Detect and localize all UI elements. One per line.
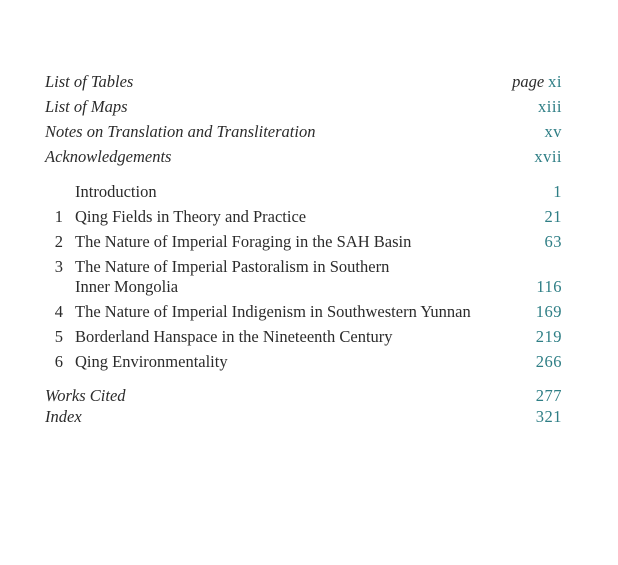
entry-page: 21 [544, 207, 562, 226]
toc-entry-chapter-5[interactable] [0, 326, 618, 348]
entry-page: 321 [535, 407, 562, 426]
toc-entry-index[interactable] [0, 406, 618, 428]
toc-entry-chapter-2[interactable] [0, 231, 618, 253]
toc-entry-acknowledgements[interactable] [0, 146, 618, 168]
entry-page: 277 [535, 386, 562, 405]
toc-entry-introduction[interactable] [0, 181, 618, 203]
entry-page: 169 [535, 302, 562, 321]
entry-page: 63 [544, 232, 562, 251]
entry-title: Acknowledgements [45, 147, 172, 166]
chapter-number: 6 [54, 352, 63, 371]
toc-entry-list-of-maps[interactable] [0, 96, 618, 118]
toc-entry-works-cited[interactable] [0, 385, 618, 407]
toc-entry-chapter-4[interactable] [0, 301, 618, 323]
entry-title: Works Cited [45, 386, 126, 405]
entry-title: The Nature of Imperial Indigenism in Southwestern Yunnan [75, 302, 471, 321]
entry-page: 1 [553, 182, 562, 201]
entry-title: List of Tables [45, 72, 134, 91]
page-prefix: page [512, 72, 545, 91]
entry-title-line-1: The Nature of Imperial Pastoralism in Southern [75, 257, 390, 276]
entry-page: xiii [537, 97, 562, 116]
toc-entry-chapter-3[interactable] [0, 256, 618, 278]
entry-title-line-2: Inner Mongolia [75, 277, 179, 296]
entry-page: 266 [535, 352, 562, 371]
toc-entry-chapter-1[interactable] [0, 206, 618, 228]
chapter-number: 5 [54, 327, 63, 346]
entry-page: 219 [535, 327, 562, 346]
entry-title: List of Maps [45, 97, 128, 116]
chapter-number: 4 [54, 302, 63, 321]
entry-page [512, 71, 562, 93]
entry-title: Borderland Hanspace in the Nineteenth Century [75, 327, 393, 346]
page-number: xi [548, 72, 562, 91]
entry-title: Introduction [75, 182, 157, 201]
entry-title: Qing Fields in Theory and Practice [75, 207, 307, 226]
toc-entry-list-of-tables[interactable] [0, 71, 618, 93]
chapter-number: 1 [54, 207, 63, 226]
toc-entry-notes-on-translation[interactable] [0, 121, 618, 143]
entry-title: Qing Environmentality [75, 352, 228, 371]
entry-title: Index [45, 407, 82, 426]
entry-title: The Nature of Imperial Foraging in the SAH Basin [75, 232, 412, 251]
chapter-number: 2 [54, 232, 63, 251]
entry-page: xv [544, 122, 562, 141]
toc-entry-chapter-6[interactable] [0, 351, 618, 373]
entry-title: Notes on Translation and Transliteration [45, 122, 316, 141]
entry-page: 116 [536, 277, 562, 296]
chapter-number: 3 [54, 257, 63, 276]
entry-page: xvii [534, 147, 562, 166]
toc-entry-chapter-3-continued[interactable] [0, 276, 618, 298]
